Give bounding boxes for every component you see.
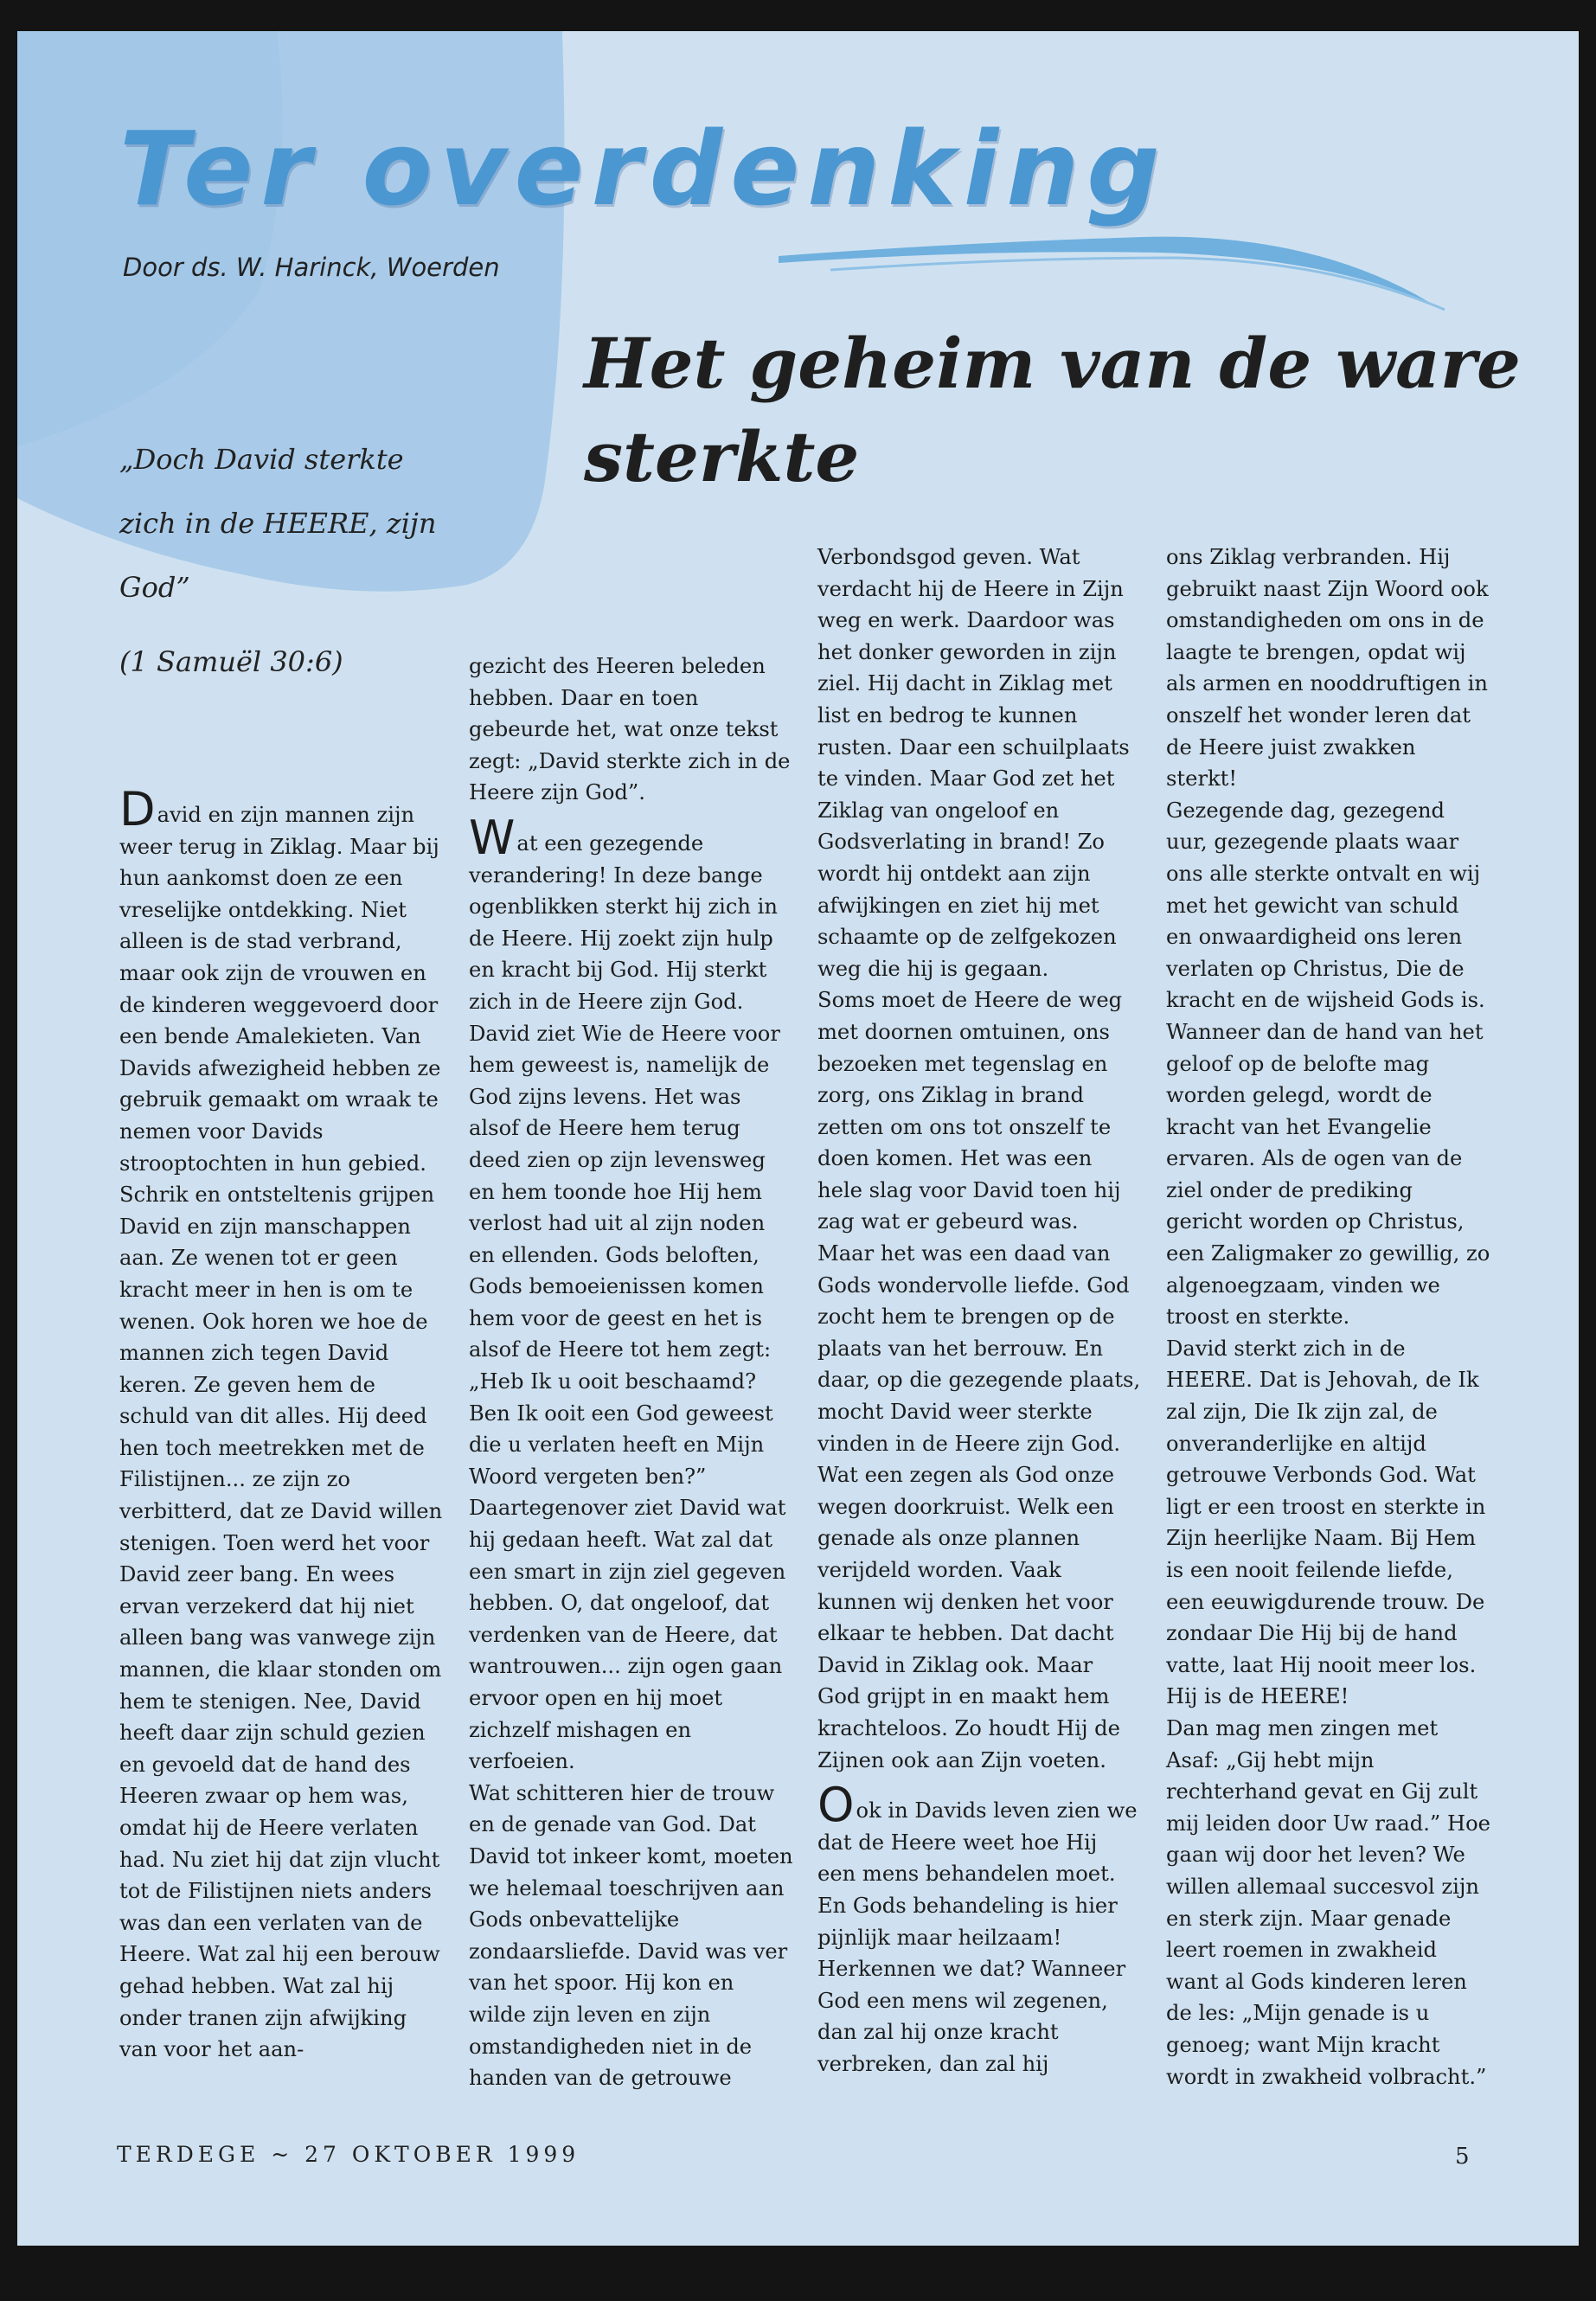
article-headline: Het geheim van de ware sterkte bbox=[584, 323, 1521, 497]
paragraph: Wat een zegen als God onze wegen doorkruist. Welk een genade als onze plannen verijdeld worden. Vaak kunnen wij denken het voor elkaar te hebben. Dat dacht David in Ziklag ook. Maar God grijpt in en maakt hem krachteloos. Zo houdt Hij de Zijnen ook aan Zijn voeten. bbox=[817, 1463, 1120, 1772]
paragraph: Dan mag men zingen met Asaf: „Gij hebt mijn rechterhand gevat en Gij zult mij leiden door Uw raad.” Hoe gaan wij door het leven? We willen allemaal succesvol zijn en sterk zijn. Maar genade leert roemen in zwakheid want al Gods kinderen leren de les: „Mijn genade is u genoeg; want Mijn kracht wordt in zwakheid volbracht.” bbox=[1166, 1715, 1490, 2089]
scripture-quote bbox=[119, 427, 465, 694]
paragraph: David en zijn mannen zijn weer terug in Ziklag. Maar bij hun aankomst doen ze een vreselijke ontdekking. Niet alleen is de stad verbrand, maar ook zijn de vrouwen en de kinderen weggevoerd door een bende Amalekieten. Van Davids afwezigheid hebben ze gebruik gemaakt om wraak te nemen voor Davids strooptochten in hun gebied. Schrik en ontsteltenis grijpen David en zijn manschappen aan. Ze wenen tot er geen kracht meer in hen is om te wenen. Ook horen we hoe de mannen zich tegen David keren. Ze geven hem de schuld van dit alles. Hij deed hen toch meetrekken met de Filistijnen... ze zijn zo verbitterd, dat ze David willen stenigen. Toen werd het voor David zeer bang. En wees ervan verzekerd dat hij niet alleen bang was vanwege zijn mannen, die klaar stonden om hem te stenigen. Nee, David heeft daar zijn schuld gezien en gevoeld dat de hand des Heeren zwaar op hem was, omdat hij de Heere verlaten had. Nu ziet hij dat zijn vlucht tot de Filistijnen niets anders was dan een verlaten van de Heere. Wat zal hij een berouw gehad hebben. Wat zal hij onder tranen zijn afwijking van voor het aan- bbox=[119, 782, 443, 2062]
quote-line: zich in de HEERE, zijn bbox=[119, 507, 437, 540]
section-title: Ter overdenking bbox=[119, 109, 1168, 228]
magazine-page bbox=[17, 31, 1579, 2246]
text-column-1 bbox=[119, 782, 444, 2066]
quote-line: God” bbox=[119, 571, 190, 604]
paragraph: Gezegende dag, gezegend uur, gezegende plaats waar ons alle sterkte ontvalt en wij met het gewicht van schuld en onwaardigheid ons leren verlaten op Christus, Die de kracht en de wijsheid Gods is. Wanneer dan de hand van het geloof op de belofte mag worden gelegd, wordt de kracht van het Evangelie ervaren. Als de ogen van de ziel onder de prediking gericht worden op Christus, een Zaligmaker zo gewillig, zo algenoegzaam, vinden we troost en sterkte. bbox=[1166, 798, 1490, 1330]
text-column-2 bbox=[469, 651, 793, 2094]
dropcap: O bbox=[817, 1778, 855, 1833]
paragraph: ons Ziklag verbranden. Hij gebruikt naast Zijn Woord ook omstandigheden om ons in de laagte te brengen, opdat wij als armen en nooddruftigen in onszelf het wonder leren dat de Heere juist zwakken sterkt! bbox=[1166, 545, 1489, 792]
paragraph: gezicht des Heeren beleden hebben. Daar en toen gebeurde het, wat onze tekst zegt: „David sterkte zich in de Heere zijn God”. bbox=[469, 654, 791, 805]
paragraph: Daartegenover ziet David wat hij gedaan heeft. Wat zal dat een smart in zijn ziel gegeven hebben. O, dat ongeloof, dat verdenken van de Heere, dat wantrouwen... zijn ogen gaan ervoor open en hij moet zichzelf mishagen en verfoeien. bbox=[469, 1496, 786, 1774]
paragraph: Wat een gezegende verandering! In deze bange ogenblikken sterkt hij zich in de Heere. Hij zoekt zijn hulp en kracht bij God. Hij sterkt zich in de Heere zijn God. David ziet Wie de Heere voor hem geweest is, namelijk de God zijns levens. Het was alsof de Heere hem terug deed zien op zijn levensweg en hem toonde hoe Hij hem verlost had uit al zijn noden en ellenden. Gods beloften, Gods bemoeienissen komen hem voor de geest en het is alsof de Heere tot hem zegt: „Heb Ik u ooit beschaamd? Ben Ik ooit een God geweest die u verlaten heeft en Mijn Woord vergeten ben?” bbox=[469, 810, 780, 1489]
publication-footer: TERDEGE ~ 27 OKTOBER 1999 bbox=[117, 2142, 580, 2167]
paragraph: Maar het was een daad van Gods wondervolle liefde. God zocht hem te brengen op de plaats van het berrouw. En daar, op die gezegende plaats, mocht David weer sterkte vinden in de Heere zijn God. bbox=[817, 1241, 1141, 1456]
paragraph: David sterkt zich in de HEERE. Dat is Jehovah, de Ik zal zijn, Die Ik zijn zal, de onveranderlijke en altijd getrouwe Verbonds God. Wat ligt er een troost en sterkte in Zijn heerlijke Naam. Bij Hem is een nooit feilende liefde, een eeuwigdurende trouw. De zondaar Die Hij bij de hand vatte, laat Hij nooit meer los. Hij is de HEERE! bbox=[1166, 1336, 1486, 1709]
wave-ornament bbox=[779, 237, 1436, 306]
paragraph: Ook in Davids leven zien we dat de Heere weet hoe Hij een mens behandelen moet. En Gods behandeling is hier pijnlijk maar heilzaam! Herkennen we dat? Wanneer God een mens wil zegenen, dan zal hij onze kracht verbreken, dan zal hij bbox=[817, 1778, 1138, 2076]
text-column-4 bbox=[1166, 542, 1490, 2093]
paragraph: Wat schitteren hier de trouw en de genade van God. Dat David tot inkeer komt, moeten we helemaal toeschrijven aan Gods onbevattelijke zondaarsliefde. David was ver van het spoor. Hij kon en wilde zijn leven en zijn omstandigheden niet in de handen van de getrouwe bbox=[469, 1780, 793, 2091]
dropcap: W bbox=[469, 810, 516, 865]
quote-reference: (1 Samuël 30:6) bbox=[119, 645, 343, 678]
dropcap: D bbox=[119, 782, 156, 836]
page-number: 5 bbox=[1455, 2144, 1470, 2170]
paragraph: Verbondsgod geven. Wat verdacht hij de Heere in Zijn weg en werk. Daardoor was het donker geworden in zijn ziel. Hij dacht in Ziklag met list en bedrog te kunnen rusten. Daar een schuilplaats te vinden. Maar God zet het Ziklag van ongeloof en Godsverlating in brand! Zo wordt hij ontdekt aan zijn afwijkingen en ziet hij met schaamte op de zelfgekozen weg die hij is gegaan. bbox=[817, 545, 1130, 981]
wave-ornament-thin bbox=[830, 258, 1445, 310]
text-column-3 bbox=[817, 542, 1142, 2080]
quote-line: „Doch David sterkte bbox=[119, 443, 404, 476]
paragraph: Soms moet de Heere de weg met doornen omtuinen, ons bezoeken met tegenslag en zorg, ons Ziklag in brand zetten om ons tot onszelf te doen komen. Het was een hele slag voor David toen hij zag wat er gebeurd was. bbox=[817, 988, 1123, 1234]
author-byline: Door ds. W. Harinck, Woerden bbox=[123, 253, 500, 282]
